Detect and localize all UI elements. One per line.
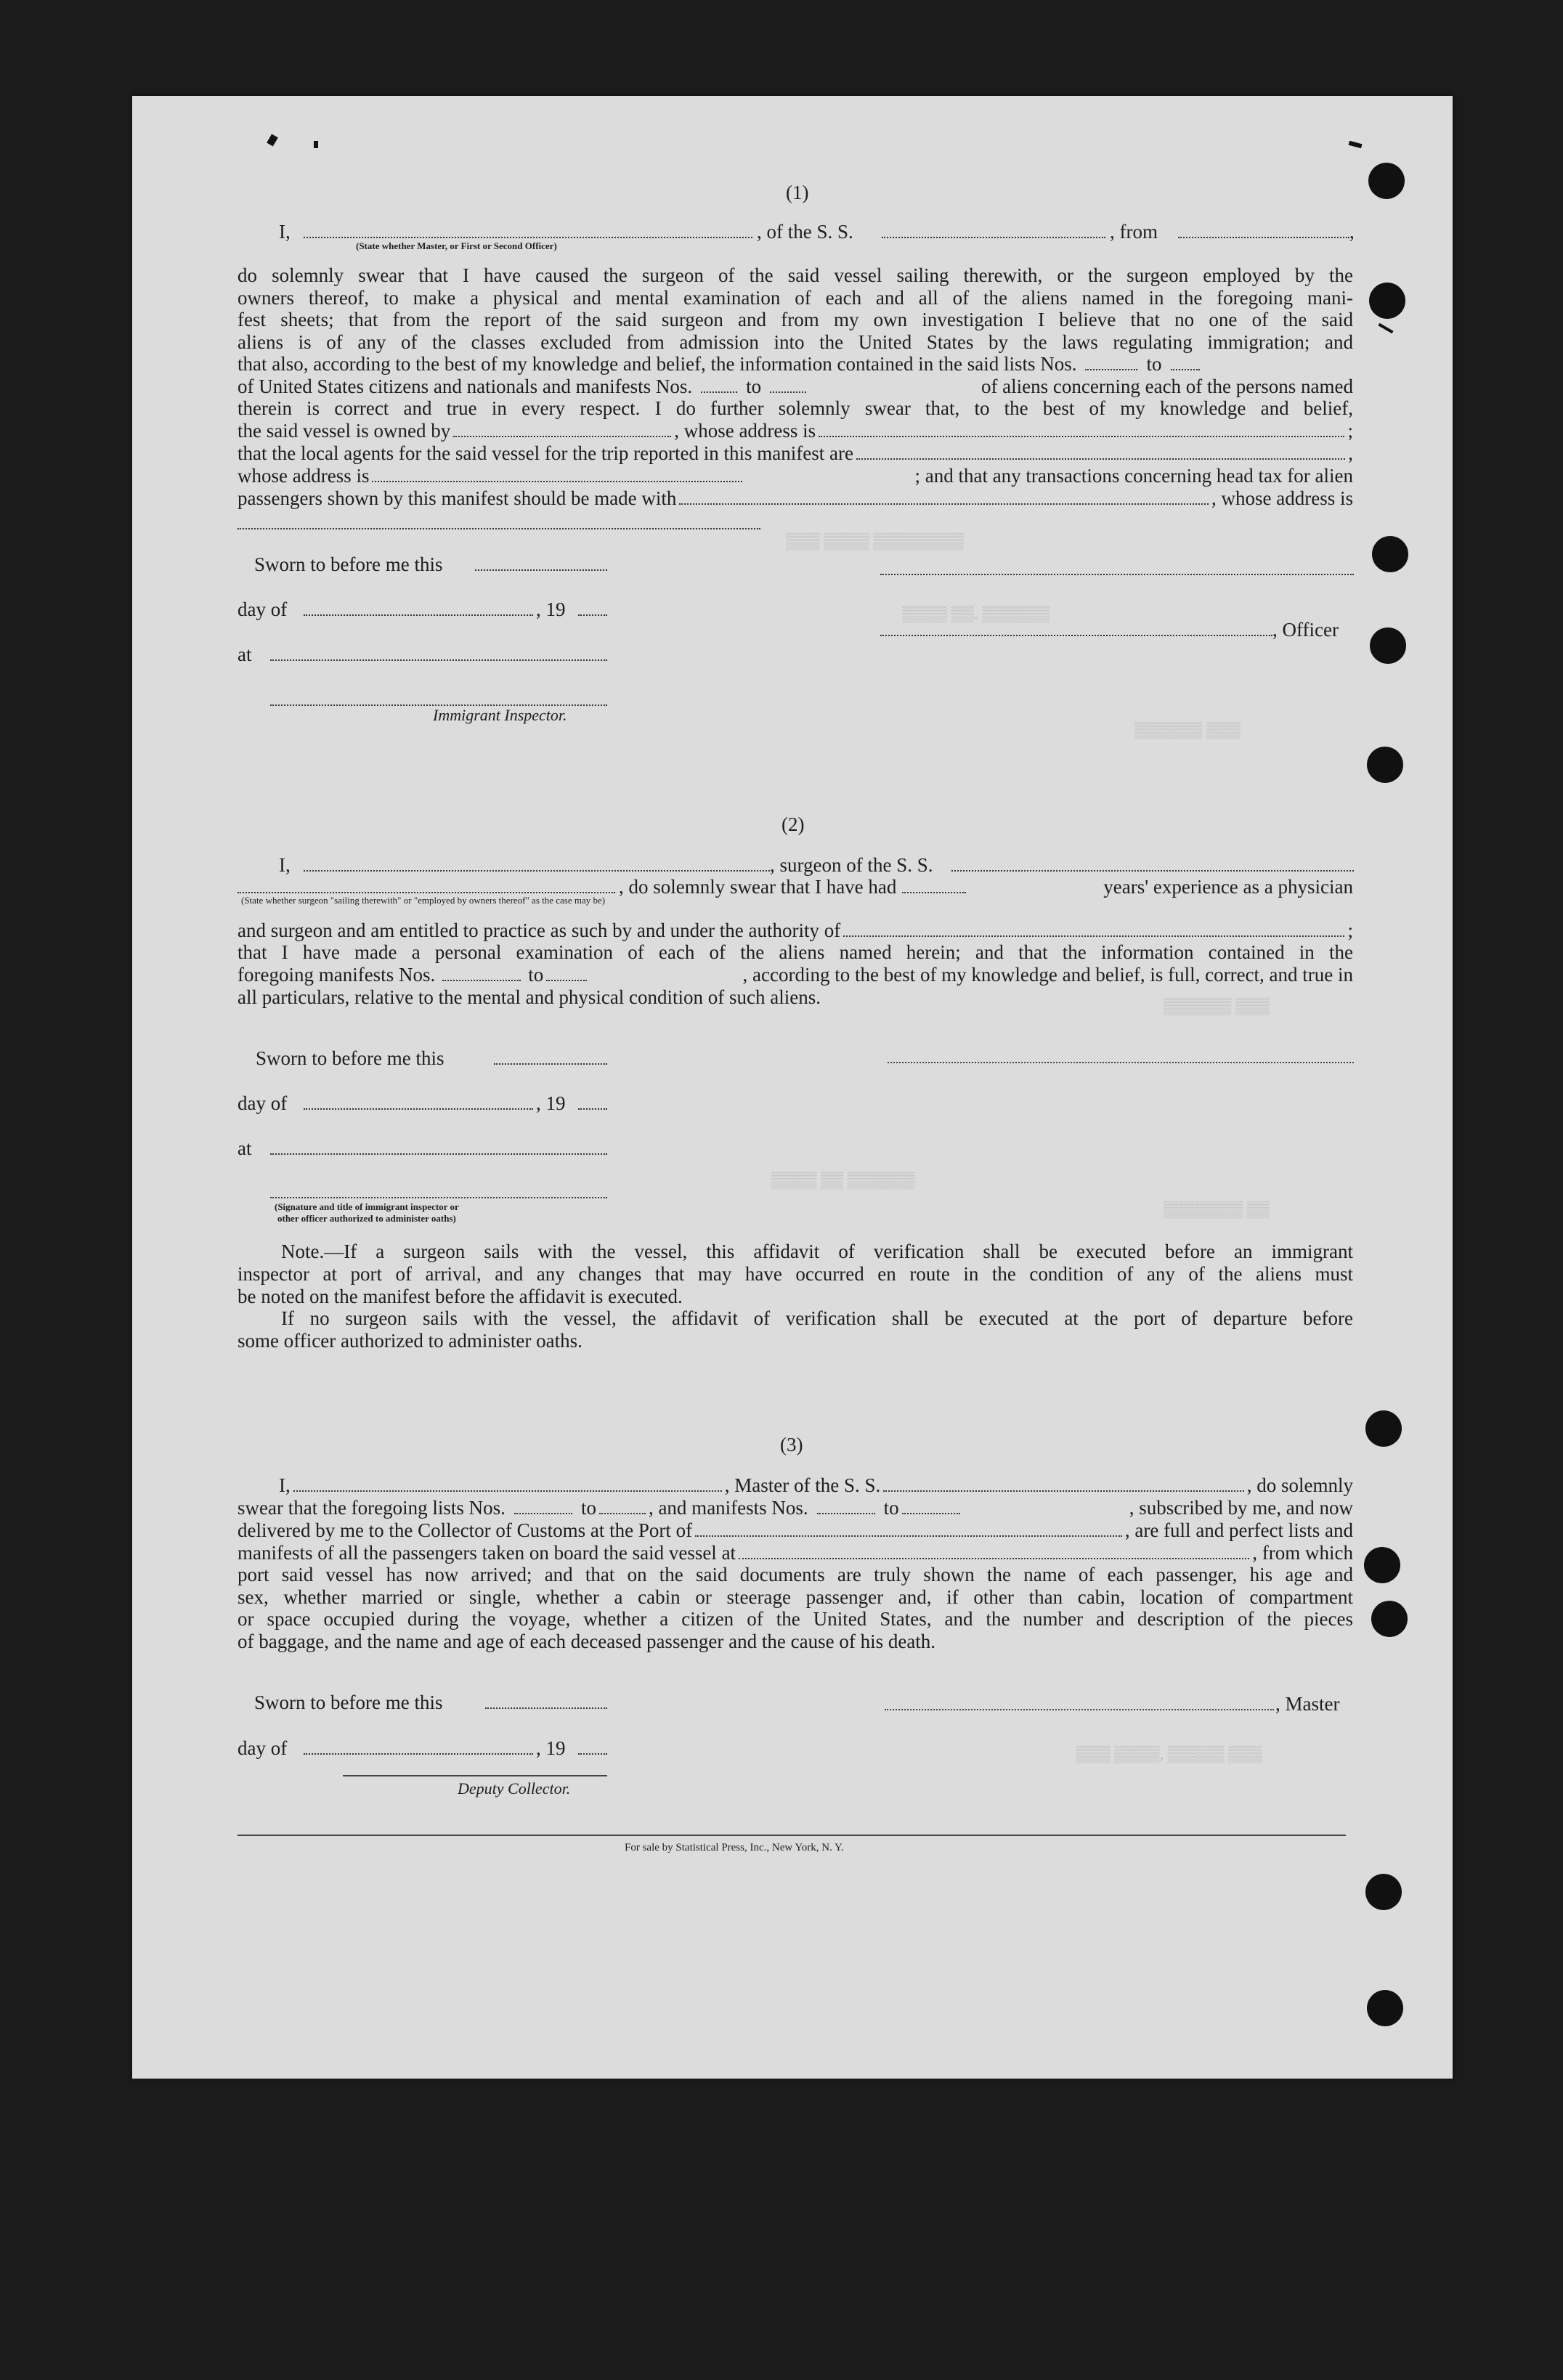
oath-text: , are full and perfect lists and xyxy=(1124,1519,1353,1541)
note-line: inspector at port of arrival, and any changes that may have occurred en route in the condition of any of the aliens must xyxy=(238,1262,1353,1285)
head-tax-agent-field xyxy=(679,490,1209,505)
oath-text: whose address is xyxy=(238,465,370,487)
to-label: to xyxy=(1146,353,1162,375)
oath-line xyxy=(619,876,1353,898)
oath-line xyxy=(238,919,1353,942)
departure-port-field xyxy=(1178,237,1349,238)
semicolon: ; xyxy=(1347,420,1353,442)
affiant-label: I, xyxy=(279,1474,291,1496)
manifest-to-field xyxy=(902,1500,960,1514)
at-place-field xyxy=(270,1153,607,1155)
affiant-name-field xyxy=(304,237,752,238)
ink-speck xyxy=(267,134,278,146)
oath-text: ; and that any transactions concerning head tax for alien xyxy=(914,465,1353,487)
oath-text: , and manifests Nos. xyxy=(648,1497,808,1519)
ship-name-field xyxy=(882,237,1105,238)
to-label: to xyxy=(528,964,544,986)
oath-line xyxy=(238,420,1353,442)
officer-note: (State whether Master, or First or Second Officer) xyxy=(356,240,557,251)
oath-text: , do solemnly xyxy=(1246,1474,1353,1496)
note-line: Note.—If a surgeon sails with the vessel, this affidavit of verification shall be executed before an immigrant xyxy=(281,1240,1353,1262)
arrival-port-field xyxy=(695,1522,1122,1537)
oath-paragraph-1 xyxy=(238,264,1353,353)
officer-name-field xyxy=(880,635,1272,636)
inspector-label: Immigrant Inspector. xyxy=(433,706,567,724)
oath-line xyxy=(238,1497,1353,1519)
sworn-day-field xyxy=(494,1063,607,1065)
note-line: If no surgeon sails with the vessel, the affidavit of verification shall be executed at the port of departure before xyxy=(281,1307,1353,1329)
bleed-through: ▒▒▒ ▒▒▒▒ ▒▒▒▒▒▒▒▒ xyxy=(786,532,964,550)
note-line: be noted on the manifest before the affidavit is executed. xyxy=(238,1286,683,1307)
oath-text: , subscribed by me, and now xyxy=(1129,1497,1353,1519)
punch-hole xyxy=(1367,747,1403,783)
oath-text: passengers shown by this manifest should be made with xyxy=(238,487,677,509)
punch-hole xyxy=(1367,1990,1403,2026)
oath-line: of baggage, and the name and age of each deceased passenger and the cause of his death. xyxy=(238,1630,936,1652)
bleed-through: ▒▒▒▒▒▒ ▒▒▒ xyxy=(1134,720,1241,739)
punch-hole xyxy=(1365,1874,1402,1910)
ink-speck xyxy=(1378,323,1393,333)
master-name-field xyxy=(293,1477,722,1492)
oath-line: or space occupied during the voyage, whether a citizen of the United States, and the number and description of the pieces xyxy=(238,1608,1353,1630)
list-from-field xyxy=(1085,356,1137,370)
oath-text: therein is correct and true in every respect. I do further solemnly swear that, to the best of my knowledge and belief, xyxy=(238,397,1353,419)
oath-text: , do solemnly swear that I have had xyxy=(619,876,897,898)
month-field xyxy=(304,1108,533,1110)
year-label: , 19 xyxy=(536,1737,566,1759)
oath-text: , according to the best of my knowledge and belief, is full, correct, and true in xyxy=(742,964,1353,986)
comma: , xyxy=(1348,442,1353,464)
note-line: some officer authorized to administer oaths. xyxy=(238,1330,582,1352)
year-field xyxy=(578,1753,607,1755)
oath-text: foregoing manifests Nos. xyxy=(238,964,436,986)
signature-note: (Signature and title of immigrant inspector or xyxy=(275,1201,459,1212)
ship-name-field xyxy=(883,1477,1244,1492)
punch-hole xyxy=(1372,536,1408,572)
year-label: , 19 xyxy=(536,598,566,620)
section-number: (1) xyxy=(786,182,809,203)
surgeon-note: (State whether surgeon "sailing therewith" or "employed by owners thereof" as the case may be) xyxy=(241,895,606,906)
embarkation-port-field xyxy=(739,1545,1249,1559)
note-paragraph xyxy=(281,1307,1353,1330)
bleed-through: ▒▒▒▒ ▒▒ ▒▒▒▒▒▒ xyxy=(771,1171,916,1189)
manifest-from-field xyxy=(701,378,737,393)
bleed-through: ▒▒▒▒ ▒▒. ▒▒▒▒▒▒ xyxy=(902,604,1050,622)
punch-hole xyxy=(1370,628,1406,664)
oath-line: do solemnly swear that I have caused the surgeon of the said vessel sailing therewith, or the surgeon employed by the xyxy=(238,264,1353,286)
owner-address-field xyxy=(819,423,1344,437)
oath-line xyxy=(238,442,1353,465)
master-signature-field xyxy=(885,1709,1274,1710)
manifest-to-field xyxy=(546,967,587,981)
oath-line xyxy=(238,1542,1353,1564)
oath-text: , from which xyxy=(1252,1542,1353,1564)
day-of-label: day of xyxy=(238,1737,288,1759)
bleed-through: ▒▒▒▒▒▒ ▒▒▒ xyxy=(1164,996,1270,1015)
surgeon-label: , surgeon of the S. S. xyxy=(770,854,933,876)
years-field xyxy=(902,879,966,893)
footer-text: For sale by Statistical Press, Inc., New York, N. Y. xyxy=(625,1842,844,1853)
oath-text: that the local agents for the said vessel for the trip reported in this manifest are xyxy=(238,442,853,464)
list-to-field xyxy=(1171,356,1200,370)
to-label: to xyxy=(580,1497,596,1519)
ship-name-field xyxy=(951,870,1354,872)
oath-line xyxy=(279,1474,1353,1497)
oath-line: sex, whether married or single, whether a cabin or steerage passenger and, if other than cabin, location of compartment xyxy=(238,1585,1353,1608)
list-from-field xyxy=(514,1500,572,1514)
oath-text: years' experience as a physician xyxy=(1103,876,1353,898)
oath-line xyxy=(238,964,1353,986)
punch-hole xyxy=(1371,1601,1408,1637)
surgeon-signature-field xyxy=(888,1062,1354,1063)
oath-text: the said vessel is owned by xyxy=(238,420,451,442)
agents-field xyxy=(856,445,1345,460)
day-of-label: day of xyxy=(238,598,288,620)
manifest-from-field xyxy=(817,1500,875,1514)
surgeon-name-field xyxy=(304,870,770,872)
footer-rule xyxy=(238,1835,1346,1836)
oath-line xyxy=(238,465,1353,487)
oath-line xyxy=(238,1519,1353,1542)
oath-line xyxy=(238,397,1353,420)
oath-text: of United States citizens and nationals and manifests Nos. xyxy=(238,375,693,397)
punch-hole xyxy=(1364,1547,1400,1583)
oath-line: port said vessel has now arrived; and that on the said documents are truly shown the name of each passenger, his age and xyxy=(238,1564,1353,1585)
from-label: , from xyxy=(1110,221,1158,243)
affiant-label: I, xyxy=(279,221,291,243)
oath-line: fest sheets; that from the report of the said surgeon and from my own investigation I believe that no one of the said xyxy=(238,309,1353,331)
punch-hole xyxy=(1369,283,1405,319)
oath-paragraph-3 xyxy=(238,1564,1353,1630)
bleed-through: ▒▒▒▒▒▒▒ ▒▒ xyxy=(1164,1200,1270,1218)
address-continuation-field xyxy=(238,528,760,529)
signature-note: other officer authorized to administer oaths) xyxy=(277,1213,456,1224)
at-place-field xyxy=(270,659,607,661)
list-to-field xyxy=(599,1500,646,1514)
oath-line: aliens is of any of the classes excluded from admission into the United States by the laws regulating immigration; and xyxy=(238,330,1353,353)
month-field xyxy=(304,1753,533,1755)
oath-line: owners thereof, to make a physical and mental examination of each and all of the aliens named in the foregoing mani- xyxy=(238,286,1353,309)
month-field xyxy=(304,614,533,616)
oath-text: of aliens concerning each of the persons named xyxy=(981,375,1353,397)
sworn-label: Sworn to before me this xyxy=(256,1047,444,1069)
note-paragraph xyxy=(238,1240,1353,1285)
sworn-label: Sworn to before me this xyxy=(254,553,443,575)
section-number: (2) xyxy=(782,813,805,835)
affiant-label: I, xyxy=(279,854,291,876)
sworn-day-field xyxy=(475,569,607,571)
collector-label: Deputy Collector. xyxy=(458,1779,571,1798)
oath-line: all particulars, relative to the mental and physical condition of such aliens. xyxy=(238,986,821,1008)
punch-hole xyxy=(1368,163,1405,199)
manifest-from-field xyxy=(442,967,521,981)
oath-text: manifests of all the passengers taken on board the said vessel at xyxy=(238,1542,736,1564)
sworn-day-field xyxy=(485,1707,607,1709)
agents-address-field xyxy=(372,468,742,482)
year-field xyxy=(578,1108,607,1110)
oath-text: and surgeon and am entitled to practice as such by and under the authority of xyxy=(238,919,841,941)
oath-text: swear that the foregoing lists Nos. xyxy=(238,1497,506,1519)
to-label: to xyxy=(883,1497,899,1519)
oath-text: that I have made a personal examination of each of the aliens named herein; and that the information contained in the xyxy=(238,941,1353,963)
at-label: at xyxy=(238,643,252,665)
document-page xyxy=(132,96,1453,2079)
at-label: at xyxy=(238,1137,252,1159)
oath-text: , whose address is xyxy=(674,420,816,442)
signature-field xyxy=(880,574,1354,575)
comma: , xyxy=(1349,221,1355,243)
section-number: (3) xyxy=(780,1434,803,1455)
oath-text: , whose address is xyxy=(1211,487,1353,509)
oath-text: that also, according to the best of my knowledge and belief, the information contained in the said lists Nos. xyxy=(238,353,1077,375)
ink-speck xyxy=(1349,141,1363,148)
oath-text: , Master of the S. S. xyxy=(724,1474,881,1496)
oath-text: delivered by me to the Collector of Customs at the Port of xyxy=(238,1519,693,1541)
punch-hole xyxy=(1365,1410,1402,1447)
ship-label: , of the S. S. xyxy=(757,221,853,243)
to-label: to xyxy=(746,375,762,397)
oath-line xyxy=(238,487,1353,510)
surgeon-type-field xyxy=(238,892,615,893)
semicolon: ; xyxy=(1347,919,1353,941)
collector-signature-field xyxy=(343,1775,607,1776)
oath-line xyxy=(238,941,1353,964)
year-label: , 19 xyxy=(536,1092,566,1114)
owner-field xyxy=(453,423,671,437)
year-field xyxy=(578,614,607,616)
officer-label: , Officer xyxy=(1272,619,1339,641)
master-label: , Master xyxy=(1275,1693,1340,1715)
oath-line xyxy=(238,353,1353,375)
bleed-through: ▒▒▒ ▒▒▒▒, ▒▒▒▒▒ ▒▒▒ xyxy=(1076,1745,1262,1763)
day-of-label: day of xyxy=(238,1092,288,1114)
ink-speck xyxy=(314,141,318,148)
manifest-to-field xyxy=(770,378,806,393)
sworn-label: Sworn to before me this xyxy=(254,1691,443,1713)
oath-line xyxy=(238,375,1353,398)
officer-signature-field xyxy=(270,1197,607,1198)
authority-field xyxy=(843,922,1344,937)
